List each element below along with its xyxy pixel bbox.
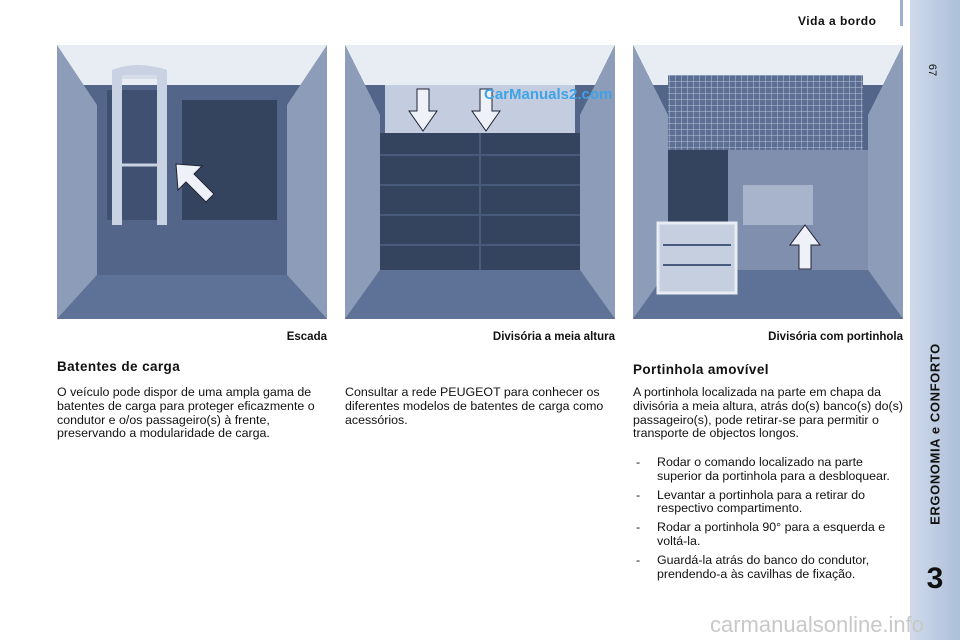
photo-watermark: CarManuals2.com <box>484 86 613 103</box>
photo-caption-3: Divisória com portinhola <box>768 331 903 343</box>
photo-caption-1: Escada <box>286 331 327 343</box>
list-item: - Rodar a portinhola 90° para a esquerda e voltá-la. <box>636 520 886 548</box>
chapter-title: ERGONOMIA e CONFORTO <box>927 343 943 525</box>
section-paragraph-batentes: O veículo pode dispor de uma ampla gama de batentes de carga para proteger eficazmente o condutor e o/os passageiro(s) à frente, preservando a modularidade de carga. <box>57 385 315 441</box>
footer-watermark: carmanualsonline.info <box>710 612 925 637</box>
arrow-down-icon <box>407 87 439 133</box>
list-item-text: Rodar a portinhola 90° para a esquerda e voltá-la. <box>657 520 886 548</box>
list-item: - Levantar a portinhola para a retirar do respectivo compartimento. <box>636 487 866 516</box>
list-item: - Guardá-la atrás do banco do condutor, prendendo-a às cavilhas de fixação. <box>636 552 870 581</box>
list-item: - Rodar o comando localizado na parte superior da portinhola para a desbloquear. <box>636 455 890 483</box>
chapter-number: 3 <box>926 562 944 595</box>
section-heading-portinhola: Portinhola amovível <box>633 362 769 377</box>
section-paragraph-portinhola: A portinhola localizada na parte em chapa da divisória a meia altura, atrás do(s) banco(s) do(s) passageiro(s), pode retirar-se para permitir o transporte de objectos longos. <box>633 385 903 441</box>
arrow-up-left-icon <box>172 160 218 206</box>
photo-divisoria-com-portinhola <box>633 45 903 319</box>
list-item-text: Guardá-la atrás do banco do condutor, prendendo-a às cavilhas de fixação. <box>657 552 870 581</box>
instruction-list <box>633 456 903 586</box>
section-paragraph-rede: Consultar a rede PEUGEOT para conhecer os diferentes modelos de batentes de carga como acessórios. <box>345 385 604 427</box>
chapter-sidebar <box>910 0 960 640</box>
list-item-text: Rodar o comando localizado na parte superior da portinhola para a desbloquear. <box>657 455 890 483</box>
arrow-up-icon <box>788 223 822 271</box>
header-rule <box>900 0 903 26</box>
page-number: 67 <box>926 63 938 77</box>
photo-escada <box>57 45 327 319</box>
list-item-text: Levantar a portinhola para a retirar do respectivo compartimento. <box>657 487 866 516</box>
photo-caption-2: Divisória a meia altura <box>492 331 615 343</box>
page-header-title: Vida a bordo <box>798 14 877 28</box>
section-heading-batentes: Batentes de carga <box>57 359 181 374</box>
